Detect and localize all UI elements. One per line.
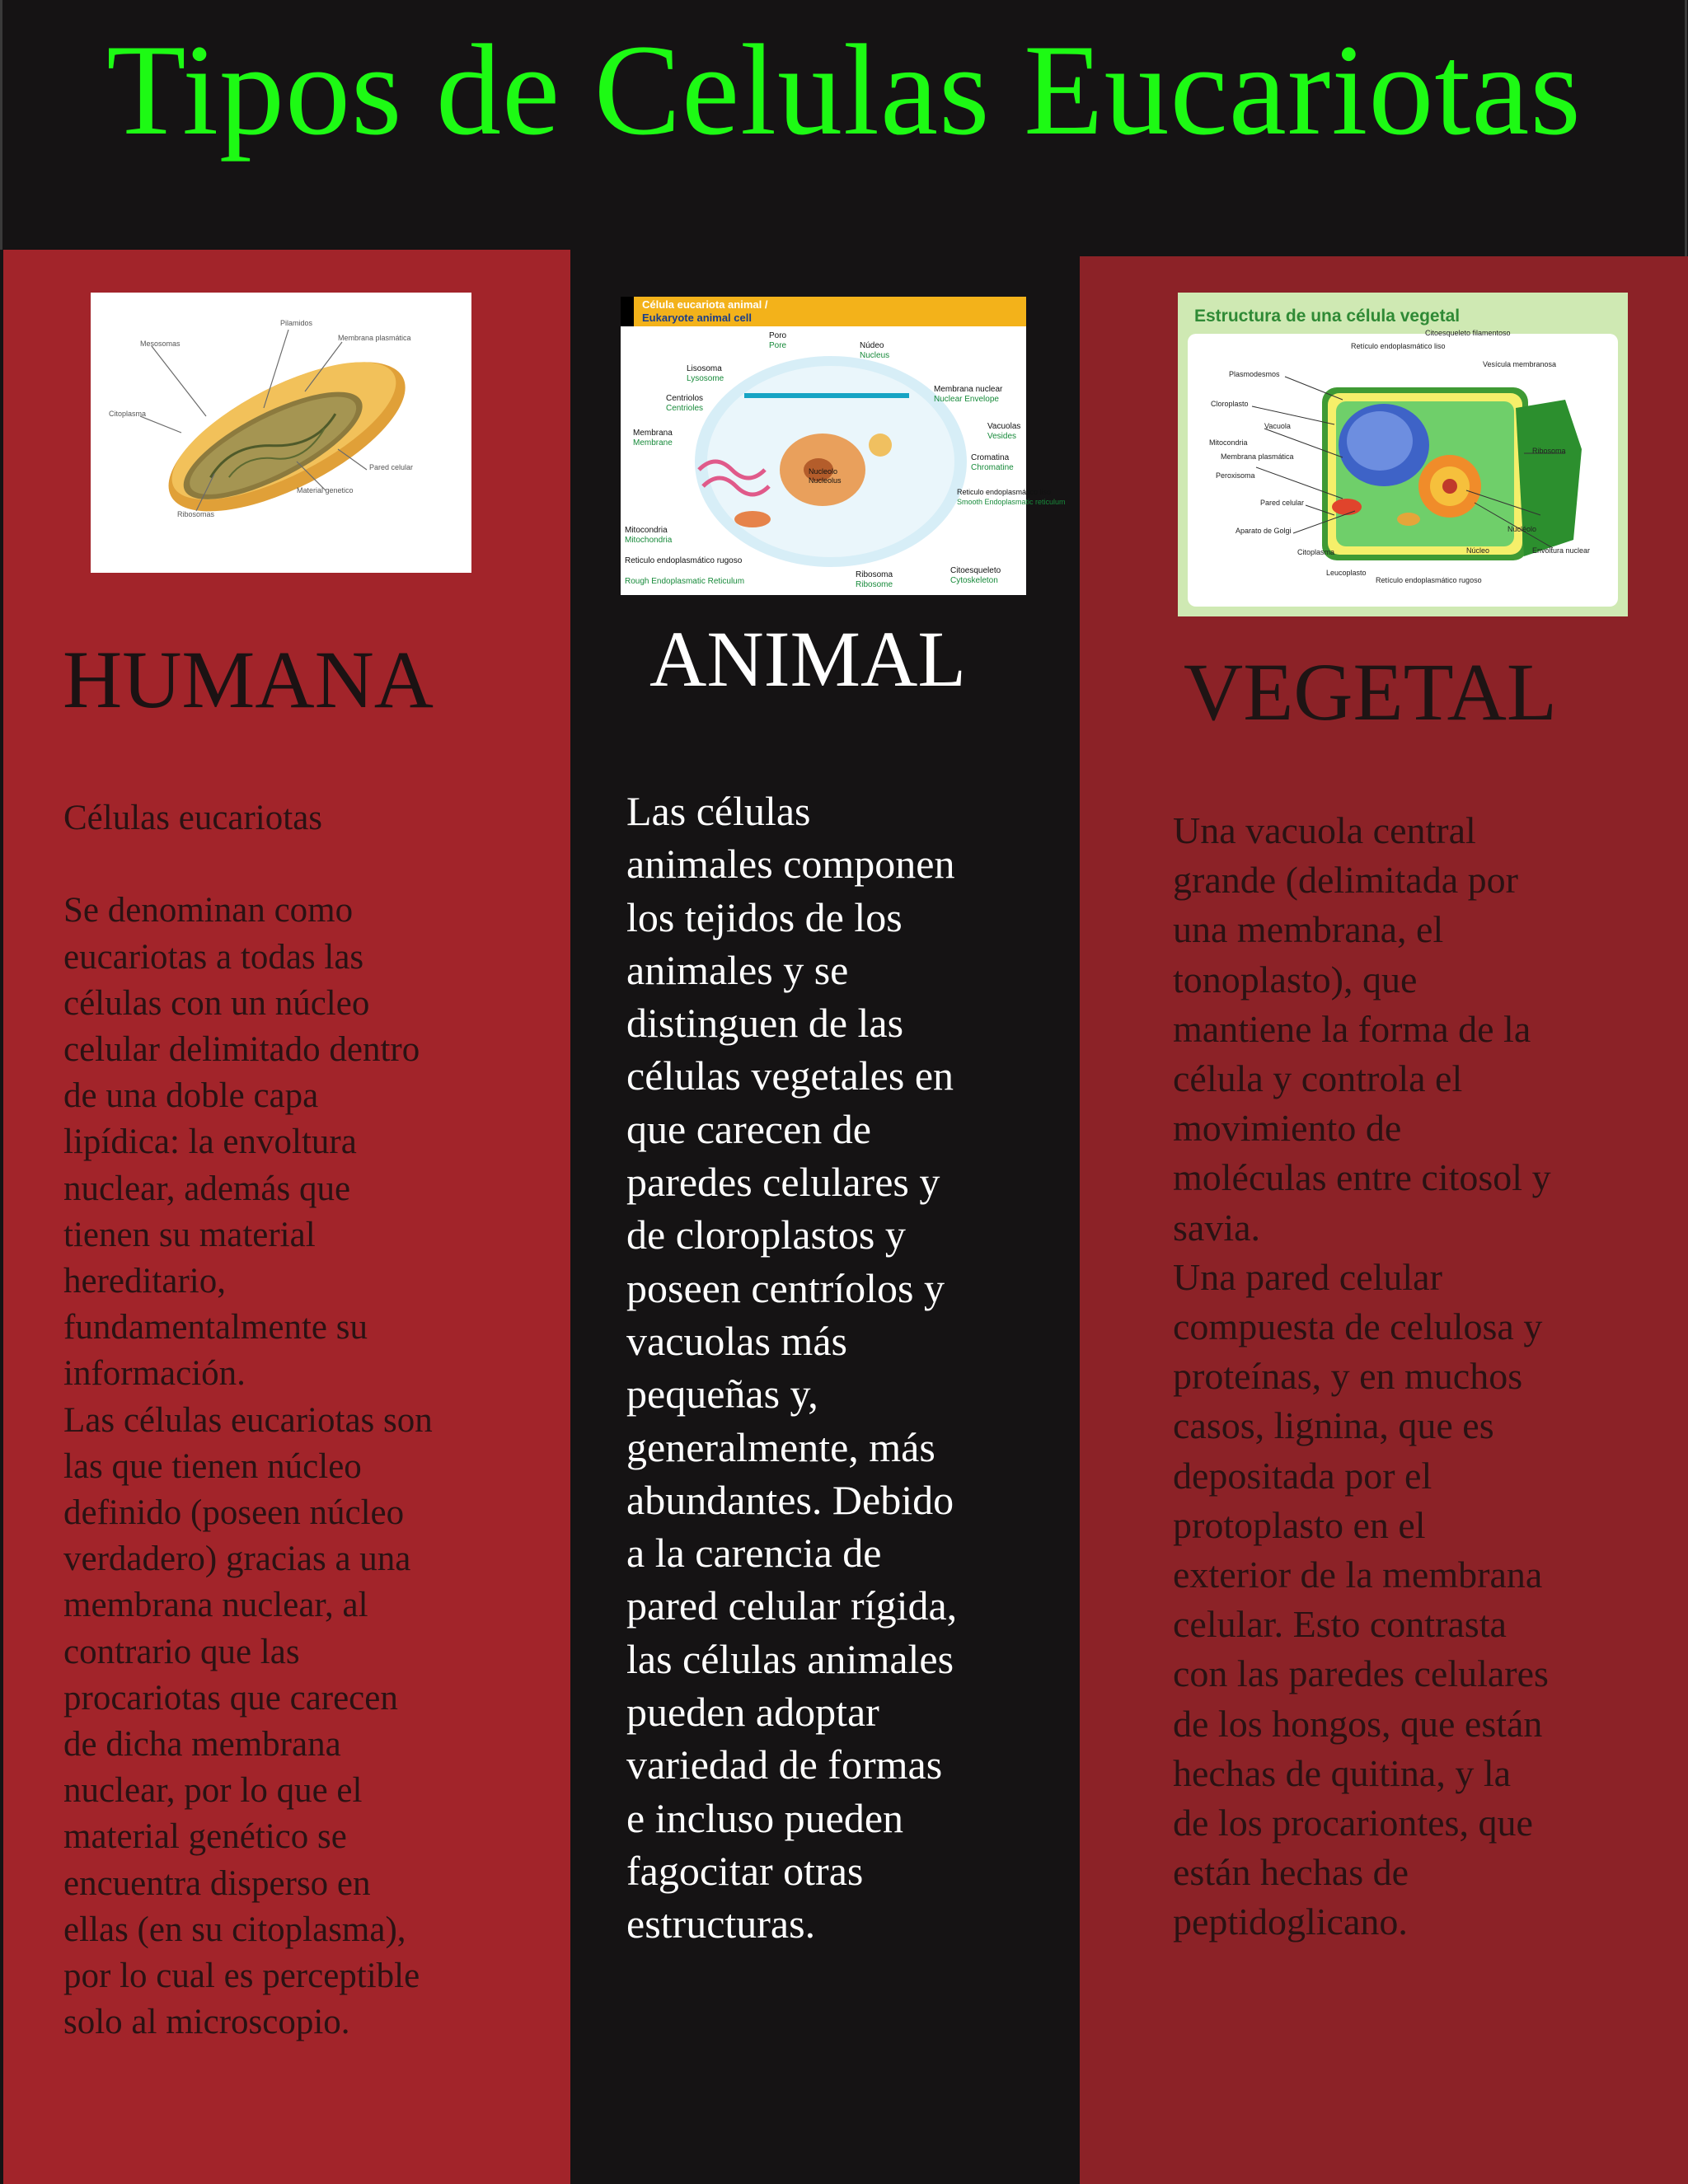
human-cell-image <box>91 293 471 573</box>
animal-label-citoesqueleto: Citoesqueleto <box>950 566 1001 575</box>
human-label-material: Material genetico <box>297 486 354 494</box>
plant-label-golgi: Aparato de Golgi <box>1236 527 1292 535</box>
plant-label-membrana: Membrana plasmática <box>1221 452 1294 461</box>
human-label-mesosomas: Mesosomas <box>140 340 181 348</box>
human-label-pared: Pared celular <box>369 463 414 471</box>
animal-banner-2: Eukaryote animal cell <box>642 312 752 324</box>
heading-vegetal: VEGETAL <box>1184 646 1557 738</box>
animal-label-vacuolas: Vacuolas <box>987 422 1021 431</box>
animal-label-nucleo: Núdeo <box>860 341 884 350</box>
animal-label-membrane: Membrane <box>633 438 673 448</box>
plant-image-title: Estructura de una célula vegetal <box>1194 307 1461 326</box>
animal-label-nucleus: Nucleus <box>860 351 890 360</box>
human-label-citoplasma: Citoplasma <box>109 410 147 418</box>
animal-label-cromatina: Cromatina <box>971 453 1010 462</box>
heading-animal: ANIMAL <box>649 615 966 703</box>
animal-label-poro: Poro <box>769 331 787 340</box>
text-humana: Células eucariotas Se denominan como eucariotas a todas las células con un núcleo celular delimitado dentro de una doble capa lipídica: la envoltura nuclear, además que tienen su material hereditario, fundamentalmente su información. Las células eucariotas son las que tienen núcleo definido (poseen núcleo verdadero) gracias a una membrana nuclear, al contrario que las procariotas que carecen de dicha membrana nuclear, por lo que el material genético se encuentra disperso en ellas (en su citoplasma), por lo cual es perceptible solo al microscopio. <box>63 799 433 2042</box>
animal-label-lysosome: Lysosome <box>687 374 724 383</box>
plant-label-pared: Pared celular <box>1260 499 1305 507</box>
animal-banner-1: Célula eucariota animal / <box>642 298 768 311</box>
animal-label-centrioles: Centrioles <box>666 404 704 413</box>
heading-humana: HUMANA <box>63 634 434 725</box>
plant-label-vacuola: Vacuola <box>1264 422 1291 430</box>
animal-label-membrana-nuclear: Membrana nuclear <box>934 385 1003 394</box>
plant-label-plasmodesmos: Plasmodesmos <box>1229 370 1280 378</box>
animal-label-reticulo-rugoso: Reticulo endoplasmático rugoso <box>625 556 743 565</box>
animal-cell-image <box>621 297 1066 595</box>
plant-label-reticulo-liso: Retículo endoplasmático liso <box>1351 342 1446 350</box>
plant-label-nucleolo: Nucléolo <box>1507 525 1537 533</box>
text-vegetal: Una vacuola central grande (delimitada por una membrana, el tonoplasto), que mantiene la forma de la célula y controla el movimiento de moléculas entre citosol y savia. Una pared celular compuesta de celulosa y proteínas, y en muchos casos, lignina, que es depositada por el protoplasto en el exterior de la membrana celular. Esto contrasta con las paredes celulares de los hongos, que están hechas de quitina, y la de los procariontes, que están hechas de peptidoglicano. <box>1173 809 1551 1943</box>
plant-label-citoplasma: Citoplasma <box>1297 548 1335 556</box>
plant-label-leucoplasto: Leucoplasto <box>1326 569 1367 577</box>
animal-label-pore: Pore <box>769 341 787 350</box>
animal-label-smooth-er: Smooth Endoplasmatic reticulum <box>957 498 1066 506</box>
animal-label-mitochondria: Mitochondria <box>625 536 673 545</box>
text-animal: Las células animales componen los tejidos de los animales y se distinguen de las células vegetales en que carecen de paredes celulares y de cloroplastos y poseen centríolos y vacuolas más pequeñas y, generalmente, más abundantes. Debido a la carencia de pared celular rígida, las células animales pueden adoptar variedad de formas e incluso pueden fagocitar otras estructuras. <box>626 788 958 1947</box>
animal-label-nucleolo: Nucleolo <box>809 467 838 476</box>
animal-label-chromatine: Chromatine <box>971 463 1014 472</box>
animal-label-ribosome: Ribosome <box>856 580 893 589</box>
plant-label-vesicula: Vesícula membranosa <box>1483 360 1557 368</box>
plant-label-ribosoma: Ribosoma <box>1532 447 1566 455</box>
animal-label-lisosoma: Lisosoma <box>687 364 722 373</box>
animal-label-vesicles: Vesides <box>987 432 1017 441</box>
plant-label-peroxisoma: Peroxisoma <box>1216 471 1255 480</box>
animal-label-nucleolus: Nucleolus <box>809 476 842 485</box>
animal-label-mitocondria: Mitocondria <box>625 526 668 535</box>
plant-label-mitocondria: Mitocondria <box>1209 438 1248 447</box>
animal-label-reticulo-liso: Reticulo endoplasmático liso <box>957 488 1052 496</box>
plant-label-envoltura: Envoltura nuclear <box>1532 546 1591 555</box>
plant-label-cloroplasto: Cloroplasto <box>1211 400 1249 408</box>
human-label-pilamidos: Pilamidos <box>280 319 313 327</box>
plant-label-nucleo: Núcleo <box>1466 546 1490 555</box>
animal-label-cytoskeleton: Cytoskeleton <box>950 576 998 585</box>
human-label-ribosomas: Ribosomas <box>177 510 215 518</box>
page-title: Tipos de Celulas Eucariotas <box>106 18 1582 162</box>
human-label-membrana: Membrana plasmática <box>338 334 411 342</box>
plant-cell-image <box>1178 293 1628 616</box>
plant-label-reticulo-rugoso: Retículo endoplasmático rugoso <box>1376 576 1482 584</box>
animal-label-ribosoma: Ribosoma <box>856 570 893 579</box>
animal-label-rough-er: Rough Endoplasmatic Reticulum <box>625 577 745 586</box>
animal-label-nuclear-envelope: Nuclear Envelope <box>934 395 999 404</box>
animal-label-membrana: Membrana <box>633 429 673 438</box>
plant-label-citoesqueleto: Citoesqueleto filamentoso <box>1425 329 1511 337</box>
animal-label-centriolos: Centriolos <box>666 394 704 403</box>
